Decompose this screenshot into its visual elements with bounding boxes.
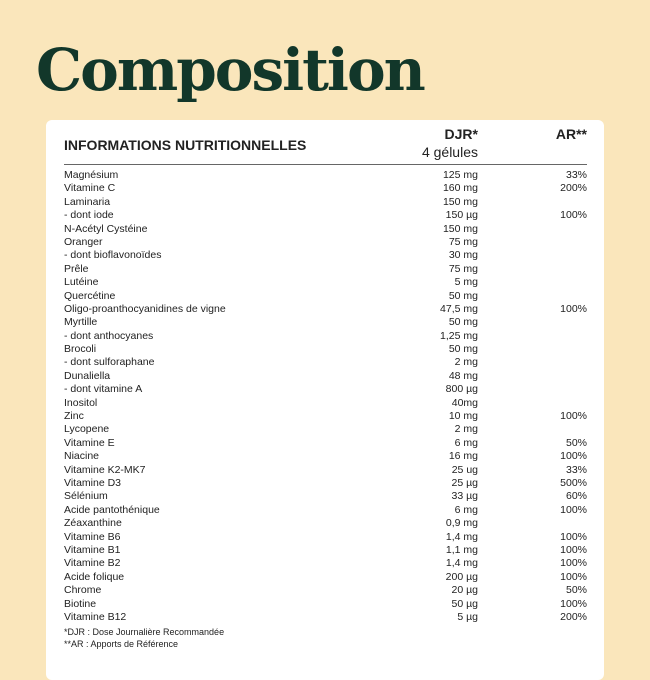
ar-value: 33% (565, 169, 587, 181)
nutrient-name: - dont bioflavonoïdes (64, 249, 162, 262)
nutrient-name: Zinc (64, 410, 84, 423)
table-row (64, 490, 587, 503)
table-body (64, 169, 587, 624)
ar-value: 100% (560, 410, 587, 423)
djr-value: 50 mg (448, 343, 478, 356)
table-row (64, 571, 587, 584)
nutrient-name: Oligo-proanthocyanidines de vigne (64, 302, 226, 315)
nutrient-name: Oranger (64, 235, 103, 248)
ar-value: 100% (560, 530, 587, 543)
table-row (64, 584, 587, 597)
djr-value: 1,25 mg (440, 329, 478, 342)
djr-value: 33 µg (451, 490, 478, 503)
nutrient-name: Zéaxanthine (64, 517, 122, 530)
table-row (64, 437, 587, 450)
ar-value: 100% (560, 557, 587, 570)
ar-value: 100% (560, 570, 587, 583)
footnotes (64, 626, 224, 650)
ar-value: 100% (560, 597, 587, 610)
nutrient-name: Niacine (64, 450, 100, 463)
table-row (64, 276, 587, 289)
djr-value: 800 µg (445, 383, 478, 396)
djr-value: 125 mg (442, 169, 478, 181)
ar-value: 200% (560, 610, 587, 623)
ar-value: 100% (560, 450, 587, 463)
djr-value: 20 µg (451, 584, 478, 597)
table-row (64, 531, 587, 544)
header-divider (64, 164, 587, 165)
nutrient-name: Lutéine (64, 276, 99, 289)
nutrient-name: Vitamine E (64, 436, 115, 449)
djr-value: 150 mg (442, 222, 478, 235)
nutrient-name: Biotine (64, 597, 97, 610)
page-title: Composition (36, 36, 424, 104)
djr-value: 47,5 mg (440, 302, 478, 315)
ar-value: 100% (560, 543, 587, 556)
djr-value: 0,9 mg (445, 517, 478, 530)
nutrient-name: Prêle (64, 262, 89, 275)
table-row (64, 196, 587, 209)
djr-value: 6 mg (454, 436, 478, 449)
table-row (64, 330, 587, 343)
table-row (64, 343, 587, 356)
footnote-djr: *DJR : Dose Journalière Recommandée (64, 627, 225, 637)
djr-value: 50 mg (448, 316, 478, 329)
column-header-djr-sub: 4 gélules (421, 144, 478, 160)
table-row (64, 477, 587, 490)
nutrient-name: Vitamine B2 (64, 557, 121, 570)
nutrient-name: N-Acétyl Cystéine (64, 222, 148, 235)
djr-value: 2 mg (454, 356, 478, 369)
ar-value: 100% (560, 503, 587, 516)
nutrient-name: Laminaria (64, 195, 111, 208)
table-row (64, 383, 587, 396)
column-header-ar: AR** (555, 126, 587, 142)
nutrient-name: Brocoli (64, 343, 97, 356)
djr-value: 6 mg (454, 503, 478, 516)
ar-value: 500% (560, 476, 587, 489)
djr-value: 160 mg (442, 182, 478, 195)
djr-value: 2 mg (454, 423, 478, 436)
table-row (64, 557, 587, 570)
ar-value: 33% (565, 463, 587, 476)
table-row (64, 544, 587, 557)
nutrient-name: Vitamine C (64, 182, 116, 195)
ar-value: 200% (560, 182, 587, 195)
footnote-ar: **AR : Apports de Référence (64, 639, 179, 649)
table-row (64, 209, 587, 222)
table-row (64, 356, 587, 369)
nutrient-name: - dont sulforaphane (64, 356, 155, 369)
table-row (64, 223, 587, 236)
ar-value: 100% (560, 302, 587, 315)
table-row (64, 464, 587, 477)
nutrient-name: Vitamine B6 (64, 530, 121, 543)
table-row (64, 517, 587, 530)
nutrient-name: Acide folique (64, 570, 125, 583)
djr-value: 75 mg (448, 235, 478, 248)
djr-value: 150 mg (442, 195, 478, 208)
djr-value: 75 mg (448, 262, 478, 275)
djr-value: 30 mg (448, 249, 478, 262)
nutrient-name: Chrome (64, 584, 102, 597)
nutrient-name: Lycopene (64, 423, 110, 436)
djr-value: 25 ug (451, 463, 478, 476)
table-row (64, 397, 587, 410)
nutrient-name: Acide pantothénique (64, 503, 160, 516)
djr-value: 50 mg (448, 289, 478, 302)
djr-value: 48 mg (448, 369, 478, 382)
nutrient-name: - dont anthocyanes (64, 329, 154, 342)
nutrient-name: Magnésium (64, 169, 119, 181)
nutrient-name: - dont iode (64, 209, 114, 222)
djr-value: 5 mg (454, 276, 478, 289)
table-row (64, 316, 587, 329)
djr-value: 25 µg (451, 476, 478, 489)
table-row (64, 423, 587, 436)
nutrient-name: - dont vitamine A (64, 383, 143, 396)
nutrient-name: Vitamine K2-MK7 (64, 463, 146, 476)
nutrient-name: Myrtille (64, 316, 98, 329)
table-heading: INFORMATIONS NUTRITIONNELLES (64, 137, 307, 153)
nutrient-name: Inositol (64, 396, 98, 409)
table-row (64, 611, 587, 624)
djr-value: 50 µg (451, 597, 478, 610)
djr-value: 200 µg (445, 570, 478, 583)
table-row (64, 182, 587, 195)
table-row (64, 263, 587, 276)
table-row (64, 169, 587, 182)
djr-value: 1,1 mg (445, 543, 478, 556)
table-row (64, 249, 587, 262)
djr-value: 10 mg (448, 410, 478, 423)
nutrient-name: Dunaliella (64, 369, 111, 382)
nutrient-name: Vitamine B1 (64, 543, 121, 556)
ar-value: 100% (560, 209, 587, 222)
nutrient-name: Sélénium (64, 490, 108, 503)
djr-value: 40mg (451, 396, 478, 409)
nutrient-name: Vitamine D3 (64, 476, 122, 489)
djr-value: 5 µg (457, 610, 478, 623)
table-row (64, 504, 587, 517)
table-row (64, 303, 587, 316)
nutrient-name: Quercétine (64, 289, 116, 302)
table-row (64, 370, 587, 383)
table-row (64, 290, 587, 303)
ar-value: 50% (565, 436, 587, 449)
nutrition-table-card (46, 120, 604, 680)
column-header-djr: DJR* (444, 126, 478, 142)
table-row (64, 410, 587, 423)
nutrient-name: Vitamine B12 (64, 610, 127, 623)
djr-value: 16 mg (448, 450, 478, 463)
ar-value: 50% (565, 584, 587, 597)
djr-value: 1,4 mg (445, 530, 478, 543)
table-row (64, 598, 587, 611)
djr-value: 1,4 mg (445, 557, 478, 570)
table-row (64, 236, 587, 249)
table-row (64, 450, 587, 463)
djr-value: 150 µg (445, 209, 478, 222)
ar-value: 60% (565, 490, 587, 503)
